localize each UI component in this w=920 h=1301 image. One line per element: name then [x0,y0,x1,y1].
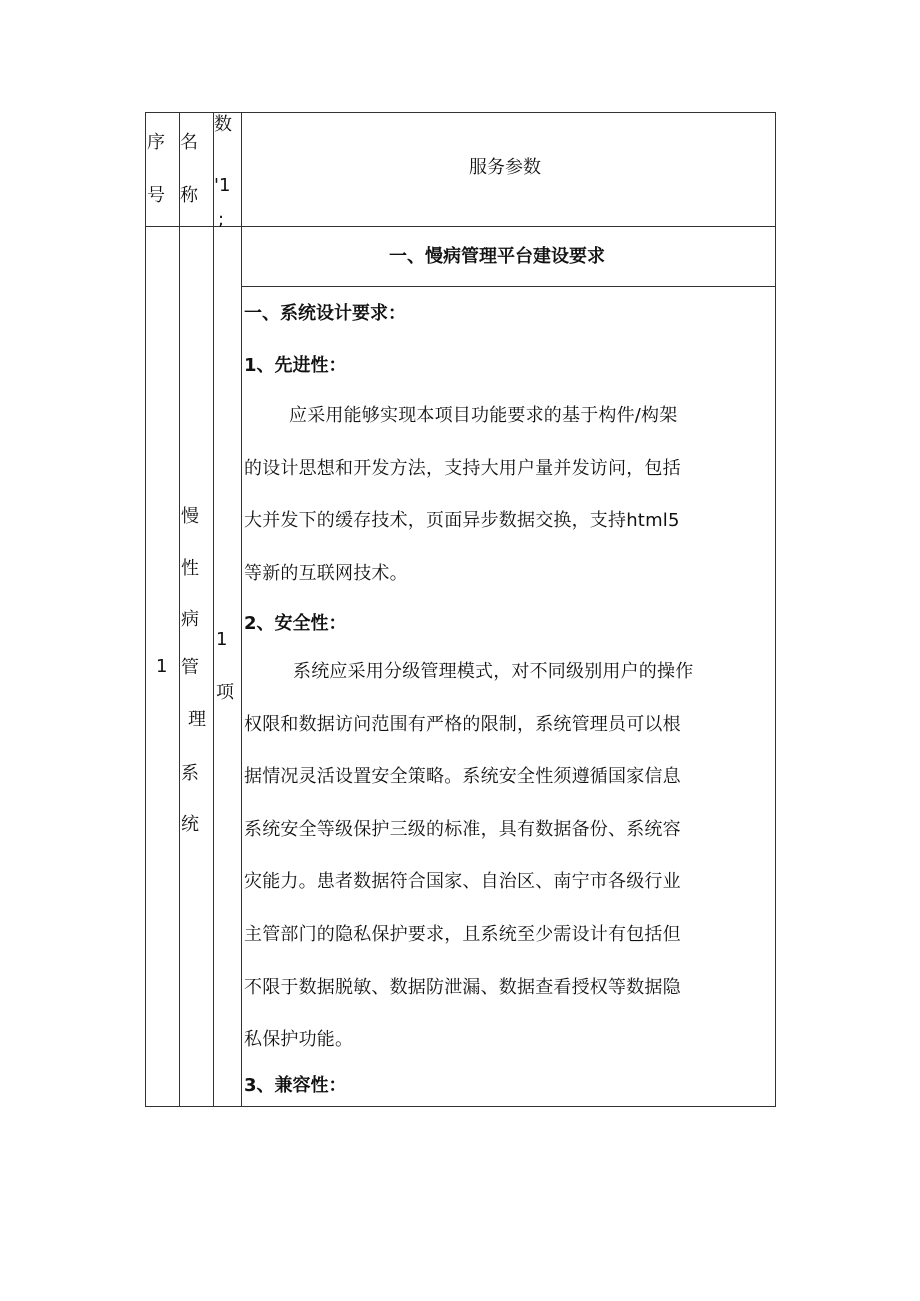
paragraph-line: 私保护功能。 [244,1029,354,1051]
row-name-char: 慢 [181,506,199,527]
title-divider [241,286,775,287]
item-body-security [244,646,744,1067]
paragraph-line: 权限和数据访问范围有严格的限制，系统管理员可以根 [244,713,681,735]
header-service-params: 服务参数 [469,157,541,178]
paragraph-line: 等新的互联网技术。 [244,562,408,584]
header-qty-char-1: 数 [214,114,232,135]
row-name-char: 病 [181,609,199,630]
paragraph-line: 系统安全等级保护三级的标准，具有数据备份、系统容 [244,818,681,840]
header-qty-char-2: '1 [214,175,231,196]
section-heading: 一、系统设计要求： [244,303,406,324]
row-name-char: 统 [181,814,199,835]
item-body-advanced [244,390,744,600]
header-seq-char-1: 序 [147,132,165,153]
paragraph-line: 主管部门的隐私保护要求，且系统至少需设计有包括但 [244,923,681,945]
row-seq: 1 [156,656,168,677]
col-divider-3 [241,113,242,1106]
item-heading-advanced: 1、先进性： [244,355,347,376]
row-qty-number: 1 [216,629,228,650]
paragraph-line: 不限于数据脱敏、数据防泄漏、数据查看授权等数据隐 [244,976,681,998]
row-name-char: 管 [181,657,199,678]
item-heading-security: 2、安全性： [244,613,347,634]
item-heading-compatibility: 3、兼容性： [244,1075,347,1096]
paragraph-line: 据情况灵活设置安全策略。系统安全性须遵循国家信息 [244,766,681,788]
header-divider [146,226,775,227]
row-qty-unit: 项 [216,682,234,703]
header-qty-char-3: ; [218,209,225,230]
paragraph-line: 灾能力。患者数据符合国家、自治区、南宁市各级行业 [244,871,681,893]
paragraph-line: 大并发下的缓存技术，页面异步数据交换，支持html5 [244,510,680,532]
row-name-char: 理 [188,709,206,730]
header-name-char-1: 名 [180,132,198,153]
row-name-char: 系 [181,763,199,784]
paragraph-line: 的设计思想和开发方法，支持大用户量并发访问，包括 [244,457,681,479]
header-name-char-2: 称 [180,185,198,206]
row-name-char: 性 [181,558,199,579]
col-divider-2 [213,113,214,1106]
header-seq-char-2: 号 [147,185,165,206]
col-divider-1 [179,113,180,1106]
paragraph-line: 系统应采用分级管理模式，对不同级别用户的操作 [293,661,694,682]
platform-title: 一、慢病管理平台建设要求 [389,246,605,267]
paragraph-line: 应采用能够实现本项目功能要求的基于构件/构架 [289,405,678,426]
